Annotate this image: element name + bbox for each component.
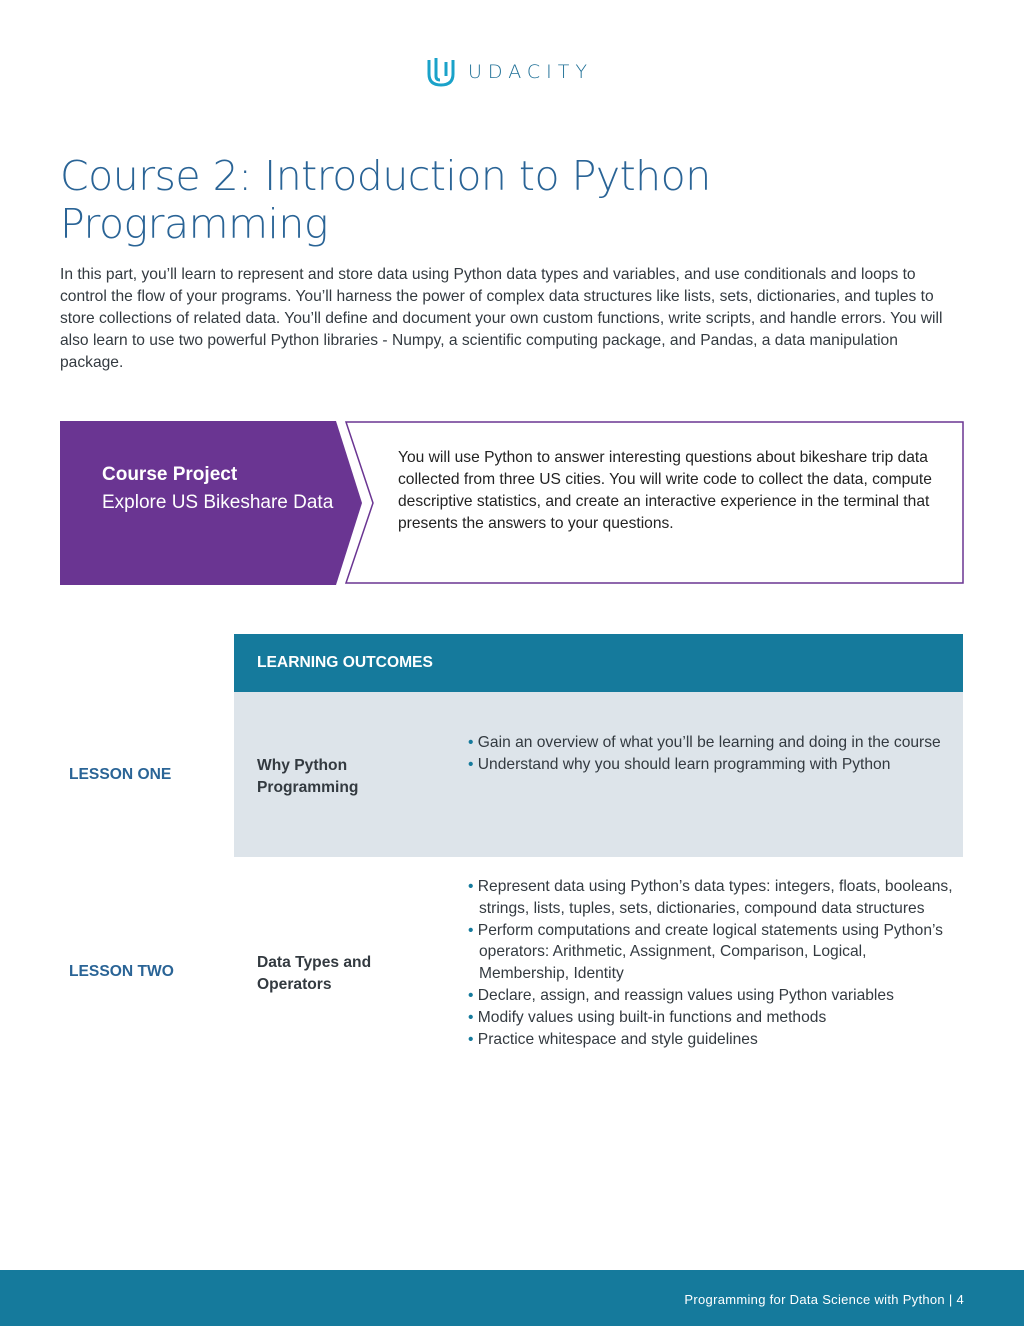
project-heading: Course Project: [102, 464, 238, 485]
udacity-logo: [426, 56, 593, 88]
footer-text: Programming for Data Science with Python | 4: [684, 1292, 964, 1307]
project-description: You will use Python to answer interesting questions about bikeshare trip data collected from three US cities. You will write code to collect the data, compute descriptive statistics, and create an interactive experience in the terminal that presents the answers to your questions.: [398, 449, 932, 532]
list-item: • Practice whitespace and style guidelines: [468, 1030, 758, 1048]
lesson-label: LESSON ONE: [69, 766, 172, 783]
course-intro: In this part, you’ll learn to represent and store data using Python data types and variables, and use conditionals and loops to control the flow of your programs. You’ll harness the power of complex data structures like lists, sets, dictionaries, and tuples to store collections of related data. You’ll define and document your own custom functions, write scripts, and handle errors. You will also learn to use two powerful Python libraries - Numpy, a scientific computing package, and Pandas, a data manipulation package.: [60, 266, 943, 371]
udacity-u-logo-icon: [426, 56, 456, 88]
course-project-banner: [60, 420, 965, 586]
table-header: [234, 634, 963, 692]
table-row: [0, 857, 1024, 1087]
project-label: [102, 460, 342, 517]
lesson-title: Why Python Programming: [257, 757, 359, 796]
list-item: • Modify values using built-in functions and methods: [468, 1008, 827, 1026]
lesson-outcomes-list: [468, 876, 958, 1050]
lesson-label: LESSON TWO: [69, 963, 174, 980]
lesson-outcomes-list: [468, 732, 958, 776]
list-item: • Represent data using Python’s data types: integers, floats, booleans, strings, lists, tuples, sets, dictionaries, compound data structures: [468, 878, 953, 917]
list-item: • Gain an overview of what you’ll be learning and doing in the course: [468, 734, 941, 751]
project-name: Explore US Bikeshare Data: [102, 492, 334, 513]
list-item: • Understand why you should learn programming with Python: [468, 755, 891, 773]
table-header-label: LEARNING OUTCOMES: [257, 654, 433, 671]
table-row: [0, 692, 1024, 857]
list-item: • Declare, assign, and reassign values using Python variables: [468, 986, 894, 1004]
course-title: Course 2: Introduction to Python Programming: [60, 152, 711, 248]
lesson-title: Data Types and Operators: [257, 954, 372, 993]
brand-name: UDACITY: [468, 61, 593, 83]
list-item: • Perform computations and create logical statements using Python’s operators: Arithmetic, Assignment, Comparison, Logical, Membership, Identity: [468, 921, 943, 983]
page-footer: [0, 1270, 1024, 1326]
